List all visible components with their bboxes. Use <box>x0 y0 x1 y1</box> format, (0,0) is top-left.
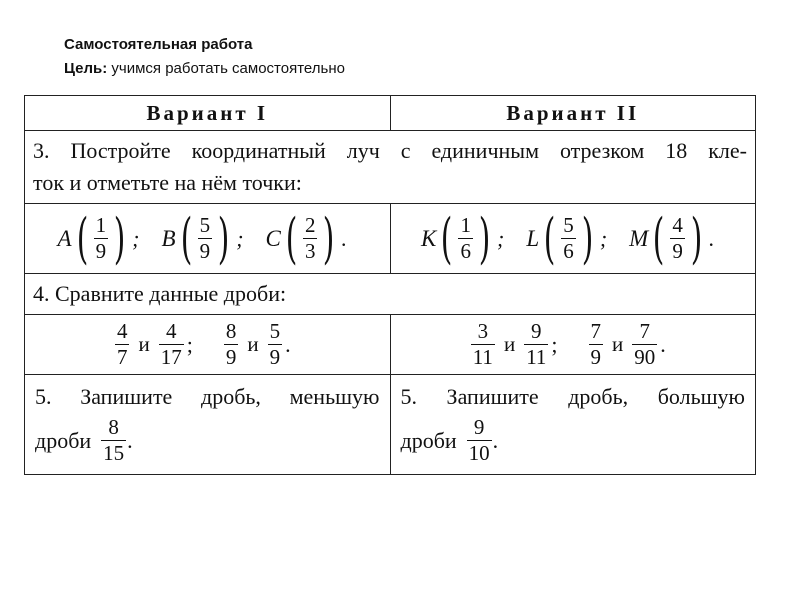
conjunction: и <box>247 332 259 356</box>
task-3-line-2: ток и отметьте на нём точки: <box>33 170 302 195</box>
left-paren: ( <box>180 206 192 270</box>
fraction <box>224 319 239 370</box>
right-paren: ) <box>581 206 594 270</box>
goal-label: Цель: <box>64 60 108 77</box>
denominator: 90 <box>634 345 656 369</box>
numerator: 4 <box>165 319 177 343</box>
right-paren: ) <box>478 206 491 270</box>
right-paren: ) <box>217 206 230 270</box>
fraction <box>467 415 492 466</box>
numerator: 8 <box>225 319 237 343</box>
left-paren: ( <box>285 206 298 270</box>
numerator: 5 <box>269 319 281 343</box>
conjunction: и <box>612 332 624 356</box>
left-paren: ( <box>543 206 556 270</box>
denominator: 9 <box>269 345 281 369</box>
denominator: 9 <box>199 239 211 263</box>
numerator: 2 <box>304 213 316 237</box>
point-letter: K <box>421 225 437 251</box>
punctuation: . <box>708 225 715 251</box>
punctuation: . <box>660 331 666 357</box>
fraction <box>561 213 576 264</box>
punctuation: . <box>127 427 133 453</box>
task-5-v2-line-1: 5. Запишите дробь, большую <box>400 384 745 409</box>
goal-text: учимся работать самостоятельно <box>111 60 345 77</box>
point-a <box>57 206 149 270</box>
fraction <box>94 213 109 264</box>
fraction <box>471 319 495 370</box>
point-k <box>421 206 514 270</box>
fraction <box>589 319 604 370</box>
denominator: 11 <box>472 345 493 369</box>
task-4-variant-2 <box>390 315 756 375</box>
punctuation: ; <box>551 331 558 357</box>
task-3-line-1: 3. Постройте координатный луч с единичным отрезком 18 кле- <box>33 138 747 163</box>
punctuation: ; <box>599 225 608 251</box>
denominator: 11 <box>526 345 547 369</box>
numerator: 5 <box>199 213 211 237</box>
numerator: 9 <box>473 415 485 439</box>
task-5-variant-1 <box>25 375 391 475</box>
fraction <box>198 213 213 264</box>
fraction <box>115 319 130 370</box>
right-paren: ) <box>323 206 335 270</box>
numerator: 8 <box>108 415 119 439</box>
numerator: 7 <box>590 319 602 343</box>
numerator: 9 <box>531 319 542 343</box>
task-5-v1-prefix: дроби <box>35 427 92 453</box>
numerator: 7 <box>639 319 651 343</box>
comparison-pair <box>223 319 301 370</box>
variant-1-header: Вариант I <box>25 96 391 131</box>
punctuation: . <box>341 225 348 251</box>
conjunction: и <box>503 332 516 356</box>
right-paren: ) <box>113 206 126 270</box>
point-b <box>161 206 254 270</box>
numerator: 3 <box>477 319 489 343</box>
denominator: 17 <box>160 345 182 369</box>
task-5-variant-2 <box>390 375 756 475</box>
punctuation: . <box>492 427 499 453</box>
fraction <box>458 213 473 264</box>
task-3-variant-2 <box>390 204 756 274</box>
task-4-text: 4. Сравните данные дроби: <box>25 274 756 315</box>
denominator: 6 <box>460 239 471 263</box>
numerator: 4 <box>672 213 683 237</box>
denominator: 6 <box>563 239 574 263</box>
point-letter: B <box>161 225 176 251</box>
fraction <box>101 415 126 466</box>
numerator: 5 <box>563 213 574 237</box>
point-letter: M <box>629 225 649 251</box>
denominator: 10 <box>468 441 490 465</box>
comparison-pair <box>470 319 568 370</box>
denominator: 15 <box>103 441 125 465</box>
conjunction: и <box>138 332 150 356</box>
comparison-pair <box>114 319 203 370</box>
numerator: 4 <box>116 319 128 343</box>
left-paren: ( <box>76 206 88 270</box>
page-title: Самостоятельная работа <box>64 36 253 53</box>
left-paren: ( <box>653 206 665 270</box>
punctuation: ; <box>132 225 140 251</box>
denominator: 3 <box>304 239 316 263</box>
right-paren: ) <box>690 206 703 270</box>
comparison-pair <box>588 319 676 370</box>
point-m <box>629 206 724 270</box>
numerator: 1 <box>460 213 471 237</box>
left-paren: ( <box>441 206 453 270</box>
denominator: 9 <box>225 345 237 369</box>
point-letter: C <box>265 225 281 251</box>
point-letter: L <box>526 225 540 251</box>
denominator: 9 <box>590 345 602 369</box>
variant-2-header: Вариант II <box>390 96 756 131</box>
punctuation: ; <box>497 225 505 251</box>
numerator: 1 <box>95 213 107 237</box>
fraction <box>159 319 184 370</box>
denominator: 7 <box>116 345 128 369</box>
goal-line <box>64 60 345 77</box>
fraction <box>670 213 685 264</box>
fraction <box>524 319 548 370</box>
point-c <box>265 206 358 270</box>
punctuation: . <box>285 331 291 357</box>
punctuation: ; <box>186 331 193 357</box>
punctuation: ; <box>236 225 244 251</box>
task-5-v2-prefix: дроби <box>400 427 457 453</box>
task-3-text <box>25 131 756 204</box>
task-3-variant-1 <box>25 204 391 274</box>
point-letter: A <box>57 225 72 251</box>
point-l <box>526 206 617 270</box>
denominator: 9 <box>95 239 107 263</box>
denominator: 9 <box>672 239 683 263</box>
task-4-variant-1 <box>25 315 391 375</box>
fraction <box>303 213 318 264</box>
worksheet-table <box>24 95 756 475</box>
task-5-v1-line-1: 5. Запишите дробь, меньшую <box>35 384 380 409</box>
fraction <box>268 319 283 370</box>
fraction <box>632 319 657 370</box>
